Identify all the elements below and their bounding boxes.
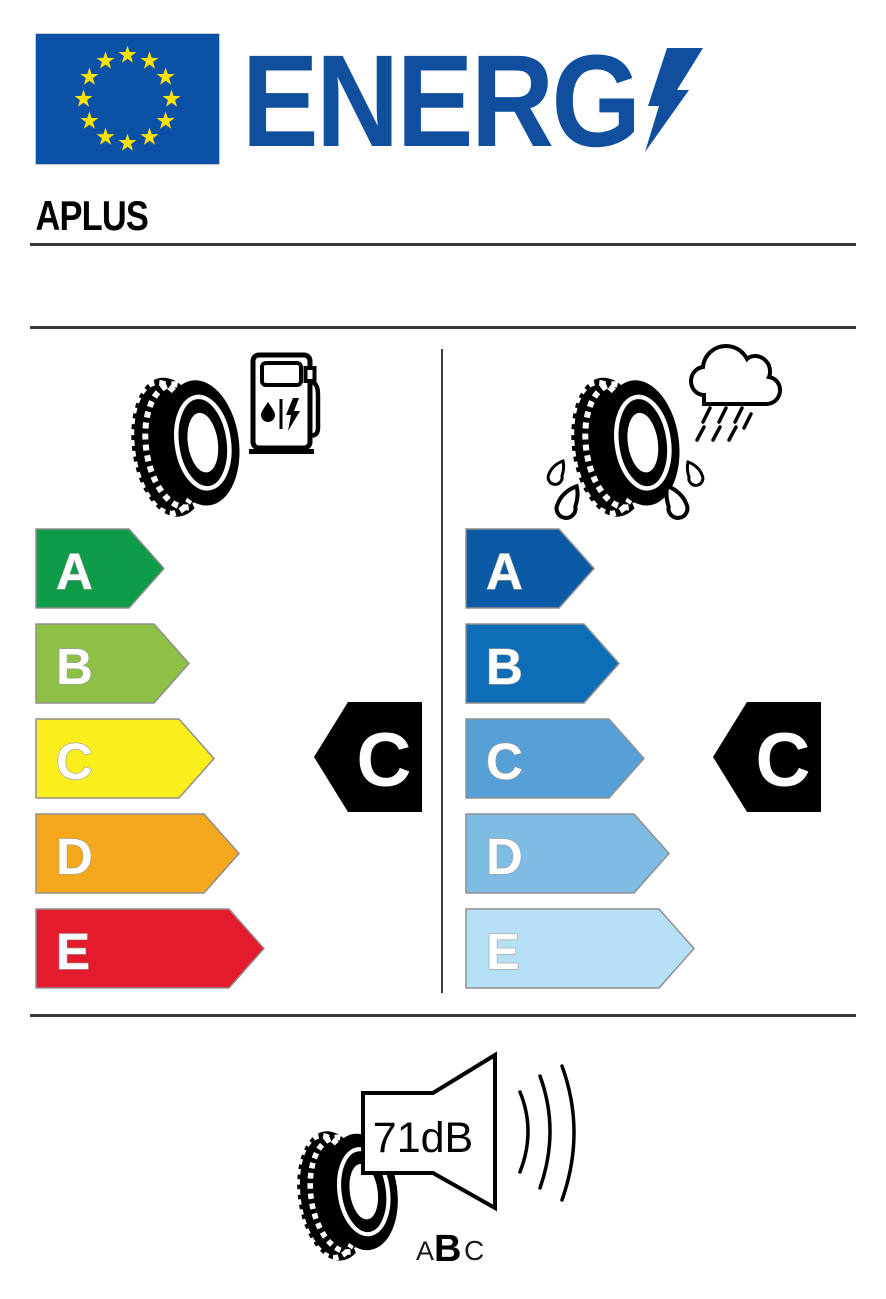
class-letter: D	[486, 828, 523, 885]
tire-icon	[123, 368, 248, 522]
wet-grip-scale-row-B	[465, 623, 621, 704]
class-letter: E	[56, 923, 91, 980]
divider-vertical	[441, 349, 443, 993]
class-letter: C	[56, 733, 93, 790]
class-letter: A	[486, 543, 523, 600]
noise-class-b: B	[434, 1228, 462, 1270]
wet-grip-scale-row-E	[465, 908, 696, 989]
divider-top	[30, 243, 856, 246]
noise-class-c: C	[464, 1235, 485, 1266]
wet-grip-scale	[465, 528, 705, 993]
wet-grip-rating-arrow	[712, 701, 824, 813]
fuel-efficiency-scale-row-A	[35, 528, 166, 609]
divider-lower	[30, 1014, 856, 1017]
class-letter: C	[486, 733, 523, 790]
energy-logo	[240, 28, 660, 175]
class-letter: A	[56, 543, 93, 600]
wet-grip-icon	[538, 344, 788, 524]
fuel-efficiency-scale	[35, 528, 275, 993]
wet-grip-rating-letter: C	[755, 718, 811, 803]
lightning-bolt-icon	[645, 46, 705, 156]
brand	[33, 188, 263, 240]
noise-section-icon	[290, 1048, 590, 1273]
fuel-rating-arrow	[313, 701, 425, 813]
noise-value: 71dB	[372, 1114, 474, 1162]
fuel-efficiency-icon	[128, 348, 328, 523]
wet-grip-scale-row-D	[465, 813, 671, 894]
fuel-pump-icon	[249, 355, 318, 452]
sound-waves-icon	[520, 1066, 574, 1200]
brand-text: APLUS	[35, 192, 149, 240]
eu-flag-icon	[35, 33, 220, 165]
rain-cloud-icon	[691, 346, 780, 440]
wet-grip-scale-row-C	[465, 718, 646, 799]
class-letter: E	[486, 923, 521, 980]
lightning-bolt-shape	[645, 48, 703, 152]
fuel-efficiency-scale-row-D	[35, 813, 241, 894]
divider-upper	[30, 326, 856, 329]
wet-grip-scale-row-A	[465, 528, 596, 609]
energy-logo-text: ENERG	[241, 28, 639, 175]
fuel-rating-letter: C	[356, 718, 412, 803]
class-letter: B	[486, 638, 523, 695]
class-letter: D	[56, 828, 93, 885]
fuel-efficiency-scale-row-B	[35, 623, 191, 704]
fuel-efficiency-scale-row-E	[35, 908, 266, 989]
noise-class-a: A	[416, 1236, 435, 1266]
fuel-efficiency-scale-row-C	[35, 718, 216, 799]
rain-drops-icon	[697, 408, 751, 440]
class-letter: B	[56, 638, 93, 695]
